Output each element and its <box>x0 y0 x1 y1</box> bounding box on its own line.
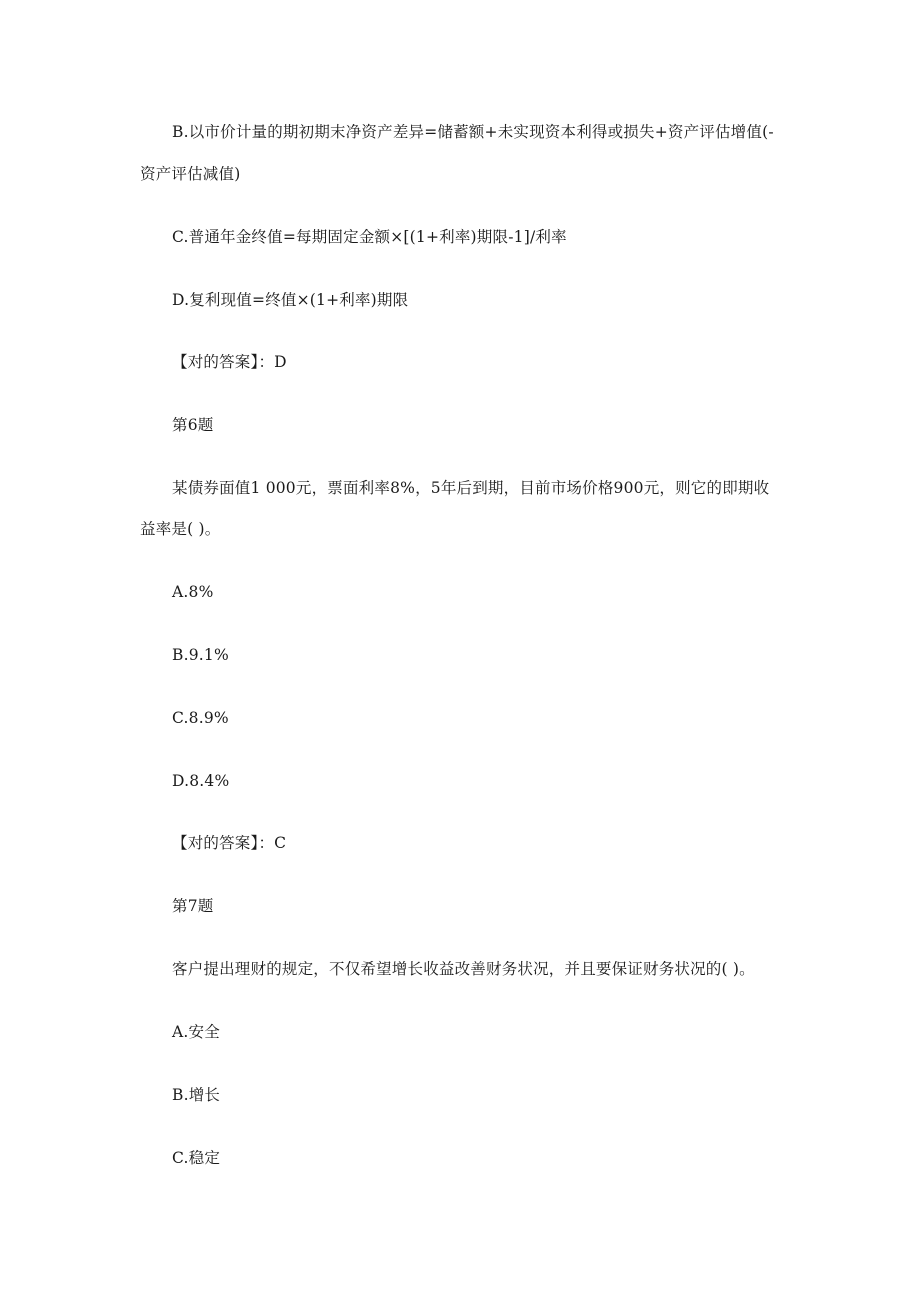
q7-question: 客户提出理财的规定，不仅希望增长收益改善财务状况，并且要保证财务状况的( )。 <box>172 960 755 978</box>
q6-answer: 【对的答案】：C <box>172 834 287 852</box>
q6-question-line2: 益率是( )。 <box>140 520 221 538</box>
q5-option-d: D.复利现值=终值×(1+利率)期限 <box>172 291 409 309</box>
q7-option-a: A.安全 <box>172 1023 220 1041</box>
q5-option-b-line1: B.以市价计量的期初期末净资产差异=储蓄额+未实现资本利得或损失+资产评估增值(- <box>172 123 774 141</box>
q7-option-b: B.增长 <box>172 1086 221 1104</box>
q5-option-c: C.普通年金终值=每期固定金额×[(1+利率)期限-1]/利率 <box>172 228 567 246</box>
q6-question-line1: 某债券面值1 000元，票面利率8%，5年后到期，目前市场价格900元，则它的即期收 <box>172 479 770 497</box>
q6-option-d: D.8.4% <box>172 772 230 790</box>
q5-option-b-line2: 资产评估减值) <box>140 165 241 183</box>
q7-option-c: C.稳定 <box>172 1149 221 1167</box>
q5-answer: 【对的答案】：D <box>172 353 287 371</box>
q6-option-b: B.9.1% <box>172 646 229 664</box>
q7-heading: 第7题 <box>172 897 214 915</box>
q6-option-c: C.8.9% <box>172 709 229 727</box>
q6-option-a: A.8% <box>172 583 214 601</box>
q6-heading: 第6题 <box>172 416 214 434</box>
